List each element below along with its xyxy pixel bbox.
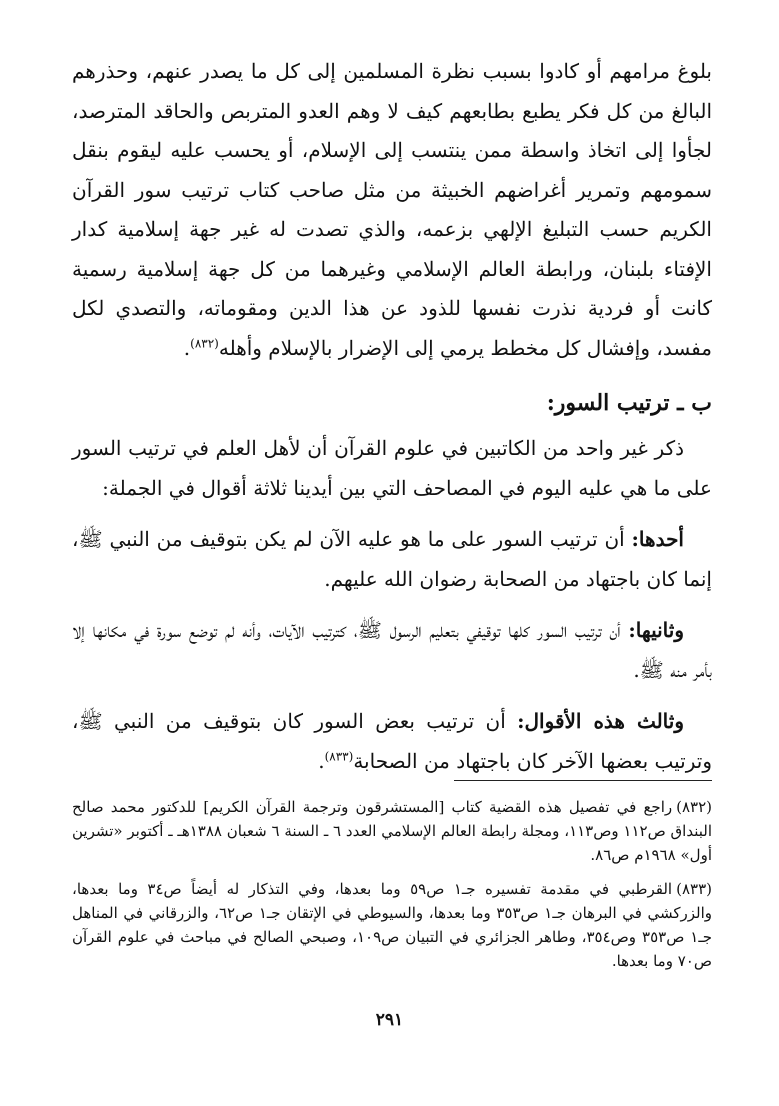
opinion-third-lead: وثالث هذه الأقوال:: [517, 709, 685, 733]
footnotes-section: [72, 780, 712, 983]
intro-paragraph-text: بلوغ مرامهم أو كادوا بسبب نظرة المسلمين إلى كل ما يصدر عنهم، وحذرهم البالغ من كل فكر يطبع بطابعهم كيف لا وهم العدو المتربص والحاقد المترصد، لجأوا إلى اتخاذ واسطة ممن ينتسب إلى الإسلام، أو يحسب عليه ليقوم بنقل سمومهم وتمرير أغراضهم الخبيثة من مثل صاحب كتاب ترتيب سور القرآن الكريم حسب التبليغ الإلهي بزعمه، والذي تصدت له غير جهة إسلامية كدار الإفتاء بلبنان، ورابطة العالم الإسلامي وغيرهما من كل جهة إسلامية رسمية كانت أو فردية نذرت نفسها للذود عن هذا الدين ومقوماته، والتصدي لكل مفسد، وإفشال كل مخطط يرمي إلى الإضرار بالإسلام وأهله: [72, 59, 712, 360]
footnote-832: [72, 795, 712, 867]
opinion-first-text: أن ترتيب السور على ما هو عليه الآن لم يكن بتوقيف من النبي ﷺ، إنما كان باجتهاد من الصحابة رضوان الله عليهم.: [72, 527, 712, 591]
opinion-second-lead: وثانيها:: [628, 618, 684, 642]
opinion-first: [72, 520, 712, 599]
opinion-first-lead: أحدها:: [631, 527, 684, 551]
opinion-third: [72, 702, 712, 781]
footnote-separator: [454, 780, 712, 781]
footnote-832-text: راجع في تفصيل هذه القضية كتاب [المستشرقون وترجمة القرآن الكريم] للدكتور محمد صالح البنداق ص١١٢ وص١١٣، ومجلة رابطة العالم الإسلامي العدد ٦ ـ السنة ٦ شعبان ١٣٨٨هـ ـ أكتوبر «تشرين أول» ١٩٦٨م ص٨٦.: [72, 798, 712, 864]
intro-paragraph: [72, 52, 712, 368]
opinion-second: [72, 611, 712, 690]
opinion-second-text: أن ترتيب السور كلها توقيفي بتعليم الرسول ﷺ، كترتيب الآيات، وأنه لم توضع سورة في مكانها إلا بأمر منه ﷺ.: [72, 618, 712, 682]
section-heading: ب ـ ترتيب السور:: [546, 390, 712, 416]
footnote-833: [72, 877, 712, 973]
footnote-reference-833[interactable]: (٨٣٣): [324, 748, 354, 763]
page-body: [72, 52, 712, 781]
opinion-third-text: أن ترتيب بعض السور كان بتوقيف من النبي ﷺ، وترتيب بعضها الآخر كان باجتهاد من الصحابة: [72, 709, 712, 773]
footnote-833-number: (٨٣٣): [676, 880, 712, 898]
footnote-832-number: (٨٣٢): [676, 798, 712, 816]
page-number: ٢٩١: [375, 1010, 404, 1030]
footnote-reference-832[interactable]: (٨٣٢): [190, 335, 219, 350]
section-intro: ذكر غير واحد من الكاتبين في علوم القرآن أن لأهل العلم في ترتيب السور على ما هي عليه اليوم في المصاحف التي بين أيدينا ثلاثة أقوال في الجملة:: [72, 436, 712, 500]
intro-period: .: [183, 335, 191, 360]
footnote-833-text: القرطبي في مقدمة تفسيره جـ١ ص٥٩ وما بعدها، وفي التذكار له أيضاً ص٣٤ وما بعدها، والزركشي في البرهان جـ١ ص٣٥٣ وما بعدها، والسيوطي في الإتقان جـ١ ص٦٢، والزرقاني في المناهل جـ١ ص٣٥٣ وص٣٥٤، وطاهر الجزائري في التبيان ص١٠٩، وصبحي الصالح في مباحث في علوم القرآن ص٧٠ وما بعدها.: [72, 880, 713, 970]
opinion-third-period: .: [318, 748, 325, 773]
